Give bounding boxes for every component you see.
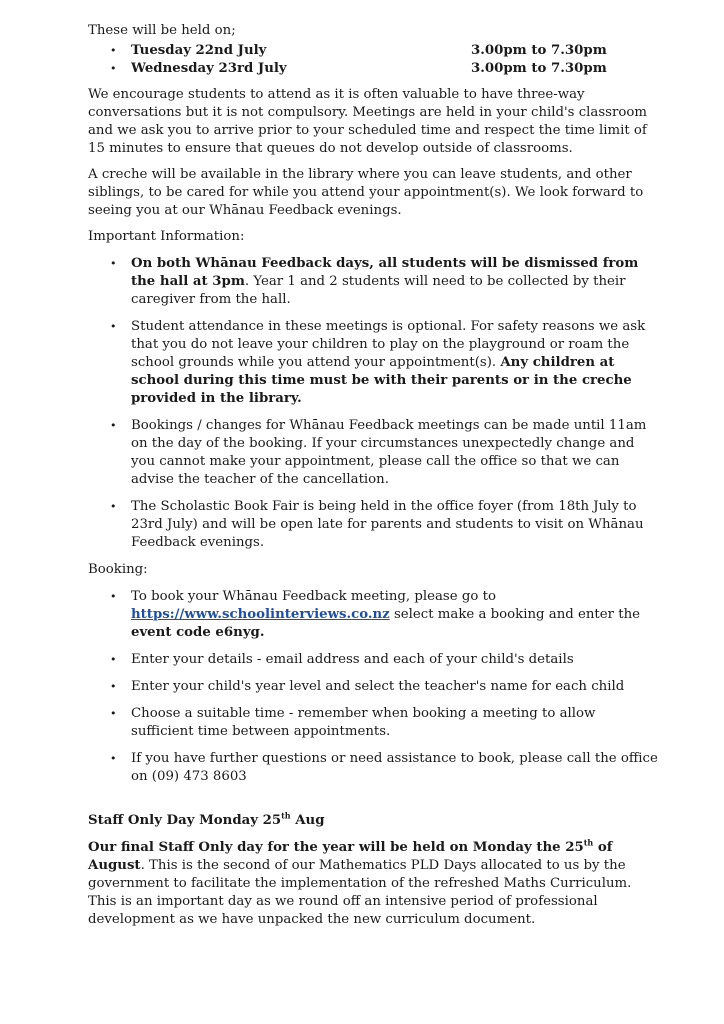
important-item bbox=[88, 318, 658, 408]
event-code: event code e6nyg. bbox=[131, 625, 265, 640]
booking-step-text: Choose a suitable time - remember when booking a meeting to allow sufficient time between appointments. bbox=[131, 706, 596, 739]
date-time: 3.00pm to 7.30pm bbox=[471, 43, 607, 58]
attendance-paragraph: We encourage students to attend as it is often valuable to have three-way conversations but it is not compulsory. Meetings are held in your child's classroom and we ask you to arrive prior to your scheduled time and respect the time limit of 15 minutes to ensure that queues do not develop outside of classrooms. bbox=[88, 87, 647, 156]
intro-text: These will be held on; bbox=[88, 23, 236, 38]
date-time: 3.00pm to 7.30pm bbox=[471, 61, 607, 76]
date-item bbox=[88, 60, 658, 78]
booking-list bbox=[88, 588, 658, 786]
heading-ordinal: th bbox=[281, 810, 291, 821]
booking-step-text: Enter your child's year level and select the teacher's name for each child bbox=[131, 679, 625, 694]
important-heading: Important Information: bbox=[88, 229, 245, 244]
booking-item bbox=[88, 588, 658, 642]
booking-step-text: select make a booking and enter the bbox=[389, 607, 641, 622]
booking-step-text: Enter your details - email address and each of your child's details bbox=[131, 652, 574, 667]
booking-item bbox=[88, 651, 658, 669]
date-item bbox=[88, 42, 658, 60]
bookings-changes-note: Bookings / changes for Whānau Feedback meetings can be made until 11am on the day of the booking. If your circumstances unexpectedly change and you cannot make your appointment, please call the office so that we can advise the teacher of the cancellation. bbox=[131, 418, 647, 487]
dismissal-detail: . Year 1 and 2 students will need to be collected by their caregiver from the hall. bbox=[131, 274, 626, 307]
staff-day-ordinal: th bbox=[583, 837, 594, 848]
newsletter-page bbox=[88, 22, 658, 929]
staff-only-day-heading bbox=[88, 812, 658, 830]
heading-text: Aug bbox=[290, 813, 325, 828]
staff-day-lead: Our final Staff Only day for the year will be held on Monday the 25 bbox=[88, 840, 584, 855]
heading-text: Staff Only Day Monday 25 bbox=[88, 813, 282, 828]
dates-list bbox=[88, 42, 658, 78]
booking-item bbox=[88, 705, 658, 741]
creche-paragraph: A creche will be available in the library where you can leave students, and other siblings, to be cared for while you attend your appointment(s). We look forward to seeing you at our Whānau Feedback evenings. bbox=[88, 167, 644, 218]
booking-item bbox=[88, 678, 658, 696]
date-day: • Wednesday 23rd July bbox=[131, 61, 287, 76]
booking-heading: Booking: bbox=[88, 562, 148, 577]
booking-item bbox=[88, 750, 658, 786]
staff-day-lead: of August bbox=[88, 840, 613, 873]
school-interviews-link[interactable]: https://www.schoolinterviews.co.nz bbox=[131, 607, 390, 622]
book-fair-note: The Scholastic Book Fair is being held in the office foyer (from 18th July to 23rd July) and will be open late for parents and students to visit on Whānau Feedback evenings. bbox=[131, 499, 644, 550]
staff-day-detail: . This is the second of our Mathematics PLD Days allocated to us by the government to facilitate the implementation of the refreshed Maths Curriculum. This is an important day as we round off an intensive period of professional development as we have unpacked the new curriculum document. bbox=[88, 858, 632, 927]
staff-only-day-paragraph bbox=[88, 839, 658, 929]
supervision-notice: Any children at school during this time must be with their parents or in the creche provided in the library. bbox=[131, 355, 632, 406]
office-contact-text: If you have further questions or need assistance to book, please call the office on (09) 473 8603 bbox=[131, 751, 658, 784]
important-item bbox=[88, 498, 658, 552]
attendance-note: Student attendance in these meetings is optional. For safety reasons we ask that you do not leave your children to play on the playground or roam the school grounds while you attend your appointment(s). bbox=[131, 319, 646, 370]
important-list bbox=[88, 255, 658, 552]
booking-step-text: To book your Whānau Feedback meeting, please go to bbox=[131, 589, 496, 604]
important-item bbox=[88, 417, 658, 489]
date-day: • Tuesday 22nd July bbox=[131, 43, 267, 58]
dismissal-notice: On both Whānau Feedback days, all students will be dismissed from the hall at 3pm bbox=[131, 256, 639, 289]
important-item bbox=[88, 255, 658, 309]
